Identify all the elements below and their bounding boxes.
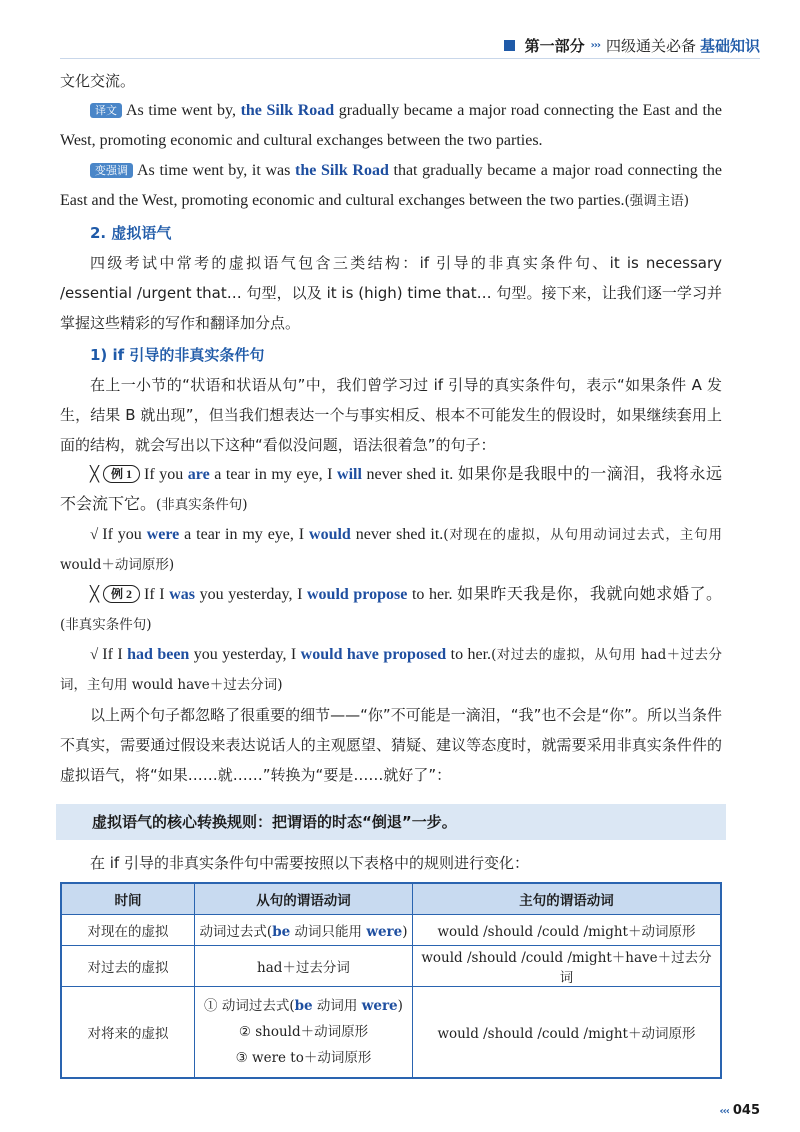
- header-arrows-icon: ›››: [590, 39, 600, 51]
- running-header: [504, 34, 760, 56]
- wrong-icon: ╳: [90, 467, 100, 483]
- example1-wrong: ╳ 例 1 If you are a tear in my eye, I will never shed it. 如果你是我眼中的一滴泪，我将永远不会流下它。(非真实条件句): [60, 466, 722, 513]
- table-header-cell: 从句的谓语动词: [195, 883, 413, 915]
- section-heading: 2. 虚拟语气: [90, 224, 172, 242]
- table-header-row: [61, 883, 721, 915]
- rule-banner: 虚拟语气的核心转换规则：把谓语的时态“倒退”一步。: [56, 804, 726, 840]
- table-cell-time: 对过去的虚拟: [61, 946, 195, 987]
- table-intro: 在 if 引导的非真实条件句中需要按照以下表格中的规则进行变化：: [90, 854, 529, 872]
- header-divider: [60, 58, 760, 59]
- page-body: [60, 66, 722, 1079]
- table-row: [61, 946, 721, 987]
- example-tag: 例 2: [103, 585, 140, 603]
- example2-right: √ If I had been you yesterday, I would have proposed to her.(对过去的虚拟，从句用 had＋过去分词，主句用 would have＋过去分词): [60, 646, 722, 693]
- example2-wrong: ╳ 例 2 If I was you yesterday, I would propose to her. 如果昨天我是你，我就向她求婚了。(非真实条件句): [60, 586, 723, 633]
- translation-tag: 译文: [90, 103, 122, 118]
- intro-paragraph: 四级考试中常考的虚拟语气包含三类结构：if 引导的非真实条件句、it is necessary /essential /urgent that… 句型，以及 it is (high) time that… 句型。接下来，让我们逐一学习并掌握这些精彩的写作和翻译加分点。: [60, 254, 722, 332]
- table-cell-clause: 动词过去式(be 动词只能用 were): [195, 915, 413, 946]
- example-tag: 例 1: [103, 465, 140, 483]
- table-cell-clause: had＋过去分词: [195, 946, 413, 987]
- translation-paragraph: 译文 As time went by, the Silk Road gradually became a major road connecting the East and the West, promoting economic and cultural exchanges between the two parties.: [60, 102, 723, 149]
- table-cell-time: 对现在的虚拟: [61, 915, 195, 946]
- table-header-cell: 主句的谓语动词: [413, 883, 722, 915]
- header-part: 第一部分: [524, 36, 585, 55]
- emphasis-paragraph: 变强调 As time went by, it was the Silk Road that gradually became a major road connecting the East and the West, promoting economic and cultural exchanges between the two parties.(强调主语): [60, 162, 723, 209]
- table-cell-time: 对将来的虚拟: [61, 987, 195, 1079]
- header-section-highlight: 基础知识: [699, 36, 760, 55]
- rules-table: [60, 882, 722, 1079]
- page-arrows-icon: ‹‹‹: [719, 1106, 729, 1117]
- example1-right: √ If you were a tear in my eye, I would never shed it.(对现在的虚拟，从句用动词过去式，主句用 would＋动词原形): [60, 526, 723, 573]
- header-square-icon: [504, 40, 515, 51]
- check-icon: √: [90, 527, 99, 543]
- table-cell-main: would /should /could /might＋have＋过去分词: [413, 946, 722, 987]
- table-cell-main: would /should /could /might＋动词原形: [413, 915, 722, 946]
- subsection-heading: 1) if 引导的非真实条件句: [90, 346, 265, 364]
- table-cell-clause: ① 动词过去式(be 动词用 were) ② should＋动词原形 ③ were to＋动词原形: [195, 987, 413, 1079]
- emphasis-tag: 变强调: [90, 163, 133, 178]
- table-row: [61, 915, 721, 946]
- table-cell-main: would /should /could /might＋动词原形: [413, 987, 722, 1079]
- summary-paragraph: 以上两个句子都忽略了很重要的细节——“你”不可能是一滴泪，“我”也不会是“你”。所以当条件不真实，需要通过假设来表达说话人的主观愿望、猜疑、建议等态度时，就需要采用非真实条件件的虚拟语气，将“如果……就……”转换为“要是……就好了”：: [60, 706, 722, 784]
- explanation-paragraph: 在上一小节的“状语和状语从句”中，我们曾学习过 if 引导的真实条件句，表示“如果条件 A 发生，结果 B 就出现”，但当我们想表达一个与事实相反、根本不可能发生的假设时，如果继续套用上面的结构，就会写出以下这种“看似没问题，语法很着急”的句子：: [60, 376, 722, 454]
- table-row: [61, 987, 721, 1079]
- wrong-icon: ╳: [90, 587, 100, 603]
- page-number: ‹‹‹ 045: [719, 1103, 760, 1118]
- header-section: 四级通关必备: [605, 36, 696, 55]
- check-icon: √: [90, 647, 99, 663]
- table-header-cell: 时间: [61, 883, 195, 915]
- top-line: 文化交流。: [60, 72, 136, 90]
